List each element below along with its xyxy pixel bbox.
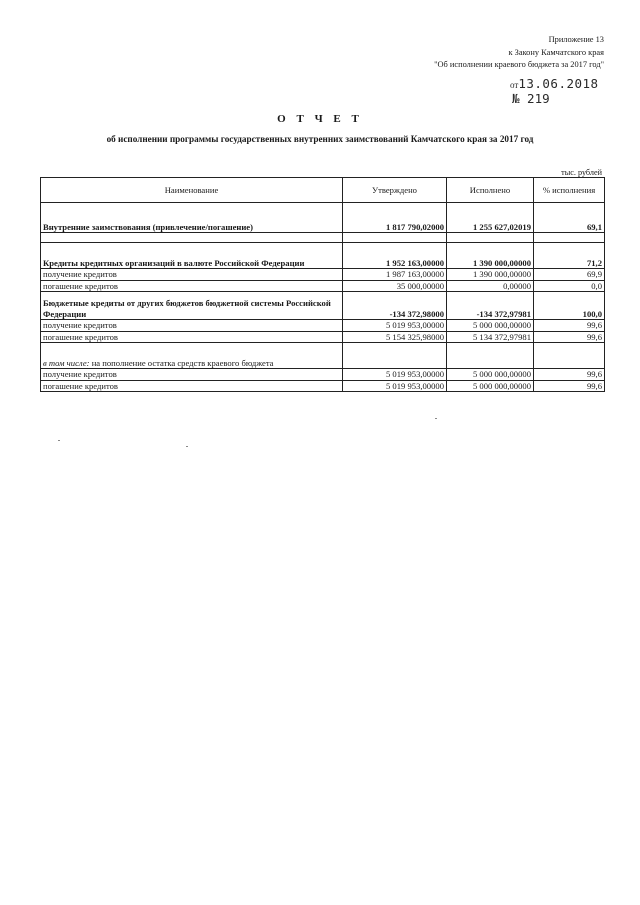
row-percent: 99,6 xyxy=(534,369,605,381)
table-row xyxy=(41,280,605,292)
row-name: погашение кредитов xyxy=(41,280,343,292)
row-name: погашение кредитов xyxy=(41,331,343,343)
appendix-line-2: к Закону Камчатского края xyxy=(508,47,604,57)
stamp-block xyxy=(510,77,599,106)
table-header-row xyxy=(41,178,605,203)
row-percent: 100,0 xyxy=(534,292,605,320)
appendix-block xyxy=(434,34,604,72)
row-name-rest: на пополнение остатка средств краевого бюджета xyxy=(91,357,274,368)
row-name: Внутренние заимствования (привлечение/погашение) xyxy=(41,203,343,233)
table-row xyxy=(41,331,605,343)
row-executed: 5 000 000,00000 xyxy=(447,380,534,392)
table-row xyxy=(41,243,605,269)
header-name: Наименование xyxy=(41,178,343,203)
appendix-line-3: "Об исполнении краевого бюджета за 2017 год" xyxy=(434,60,604,69)
stamp-number: № 219 xyxy=(512,91,550,106)
row-percent: 69,9 xyxy=(534,269,605,281)
table-row xyxy=(41,269,605,281)
row-approved: 1 817 790,02000 xyxy=(343,203,447,233)
row-approved: 5 019 953,00000 xyxy=(343,369,447,381)
table-row xyxy=(41,380,605,392)
row-name-italic: в том числе: xyxy=(43,357,90,368)
row-approved: 1 987 163,00000 xyxy=(343,269,447,281)
table-row xyxy=(41,369,605,381)
row-approved: 5 019 953,00000 xyxy=(343,320,447,332)
date-prefix: от xyxy=(510,80,519,90)
row-executed: 1 255 627,02019 xyxy=(447,203,534,233)
table-spacer-row xyxy=(41,233,605,243)
row-executed: 1 390 000,00000 xyxy=(447,243,534,269)
appendix-line-1: Приложение 13 xyxy=(548,35,604,44)
row-name xyxy=(41,343,343,369)
row-executed: 5 134 372,97981 xyxy=(447,331,534,343)
table-row xyxy=(41,320,605,332)
row-percent: 0,0 xyxy=(534,280,605,292)
row-percent: 99,6 xyxy=(534,331,605,343)
row-name: получение кредитов xyxy=(41,269,343,281)
row-name: Бюджетные кредиты от других бюджетов бюджетной системы Российской Федерации xyxy=(41,292,343,320)
row-percent: 71,2 xyxy=(534,243,605,269)
row-approved: 5 154 325,98000 xyxy=(343,331,447,343)
document-subtitle: об исполнении программы государственных внутренних заимствований Камчатского края за 2017 год xyxy=(106,134,534,144)
row-percent: 99,6 xyxy=(534,320,605,332)
row-approved: -134 372,98000 xyxy=(343,292,447,320)
row-percent: 69,1 xyxy=(534,203,605,233)
row-approved: 35 000,00000 xyxy=(343,280,447,292)
scan-speck xyxy=(58,440,60,441)
row-name: получение кредитов xyxy=(41,320,343,332)
row-approved: 5 019 953,00000 xyxy=(343,380,447,392)
row-executed: 5 000 000,00000 xyxy=(447,369,534,381)
stamp-date: 13.06.2018 xyxy=(518,76,599,91)
header-percent: % исполнения xyxy=(534,178,605,203)
row-name: Кредиты кредитных организаций в валюте Российской Федерации xyxy=(41,243,343,269)
row-approved: 1 952 163,00000 xyxy=(343,243,447,269)
scan-speck xyxy=(186,446,188,447)
report-table xyxy=(40,177,605,392)
table-row xyxy=(41,292,605,320)
row-name: получение кредитов xyxy=(41,369,343,381)
row-executed: 5 000 000,00000 xyxy=(447,320,534,332)
header-approved: Утверждено xyxy=(343,178,447,203)
units-label: тыс. рублей xyxy=(561,168,602,177)
scan-speck xyxy=(435,418,437,419)
row-executed: 0,00000 xyxy=(447,280,534,292)
header-executed: Исполнено xyxy=(447,178,534,203)
document-title: О Т Ч Е Т xyxy=(277,113,363,125)
table-row xyxy=(41,343,605,369)
row-name: погашение кредитов xyxy=(41,380,343,392)
row-executed: -134 372,97981 xyxy=(447,292,534,320)
table-row xyxy=(41,203,605,233)
row-executed: 1 390 000,00000 xyxy=(447,269,534,281)
row-percent: 99,6 xyxy=(534,380,605,392)
